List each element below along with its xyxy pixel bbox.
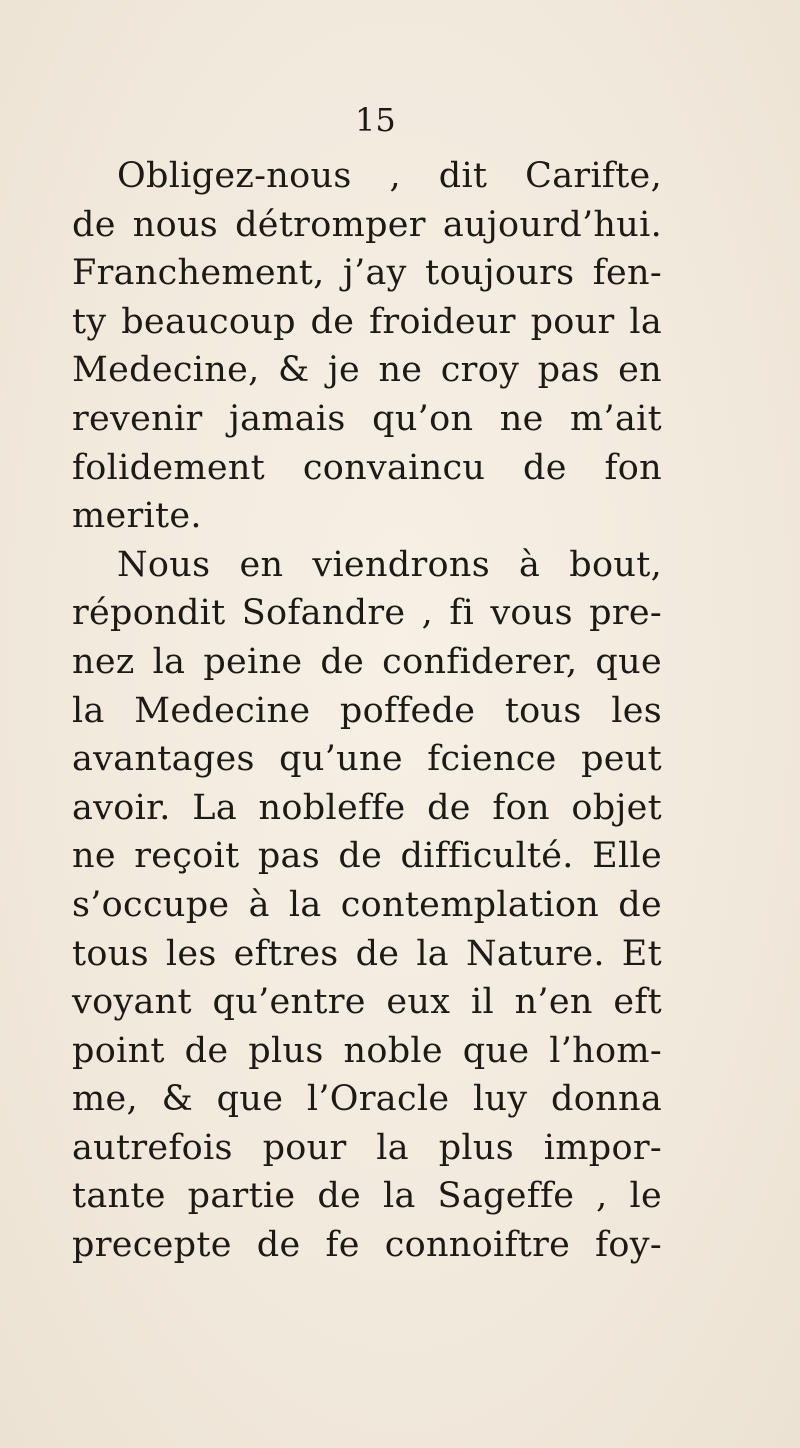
text-line: autrefois pour la plus impor- [72,1127,662,1168]
text-line: Obligez-nous , dit Carifte, [117,156,662,196]
text-line: tante partie de la Sageffe , le [72,1176,662,1217]
text-line: avoir. La nobleffe de fon objet [72,787,662,828]
text-line: Medecine, & je ne croy pas en [72,350,662,391]
text-line: ty beaucoup de froideur pour la [72,301,662,342]
body-text [72,152,662,1270]
text-line: folidement convaincu de fon [72,447,662,488]
text-line: point de plus noble que l’hom- [72,1030,662,1071]
text-line: precepte de fe connoiftre foy- [72,1225,662,1266]
text-line: Nous en viendrons à bout, [117,544,662,585]
text-line: Franchement, j’ay toujours fen- [72,253,662,294]
page-number: 15 [355,101,396,139]
text-line: nez la peine de confiderer, que [72,641,662,682]
text-line: avantages qu’une fcience peut [72,739,662,780]
text-line: s’occupe à la contemplation de [72,884,662,925]
text-line: tous les eftres de la Nature. Et [72,933,662,974]
text-line: merite. [72,496,202,537]
text-line: la Medecine poffede tous les [72,690,662,731]
text-line: me, & que l’Oracle luy donna [72,1079,662,1120]
text-line: répondit Sofandre , fi vous pre- [72,593,662,634]
text-line: revenir jamais qu’on ne m’ait [72,398,662,439]
text-line: voyant qu’entre eux il n’en eft [72,982,662,1023]
text-line: ne reçoit pas de difficulté. Elle [72,836,662,877]
text-line: de nous détromper aujourd’hui. [72,204,662,245]
